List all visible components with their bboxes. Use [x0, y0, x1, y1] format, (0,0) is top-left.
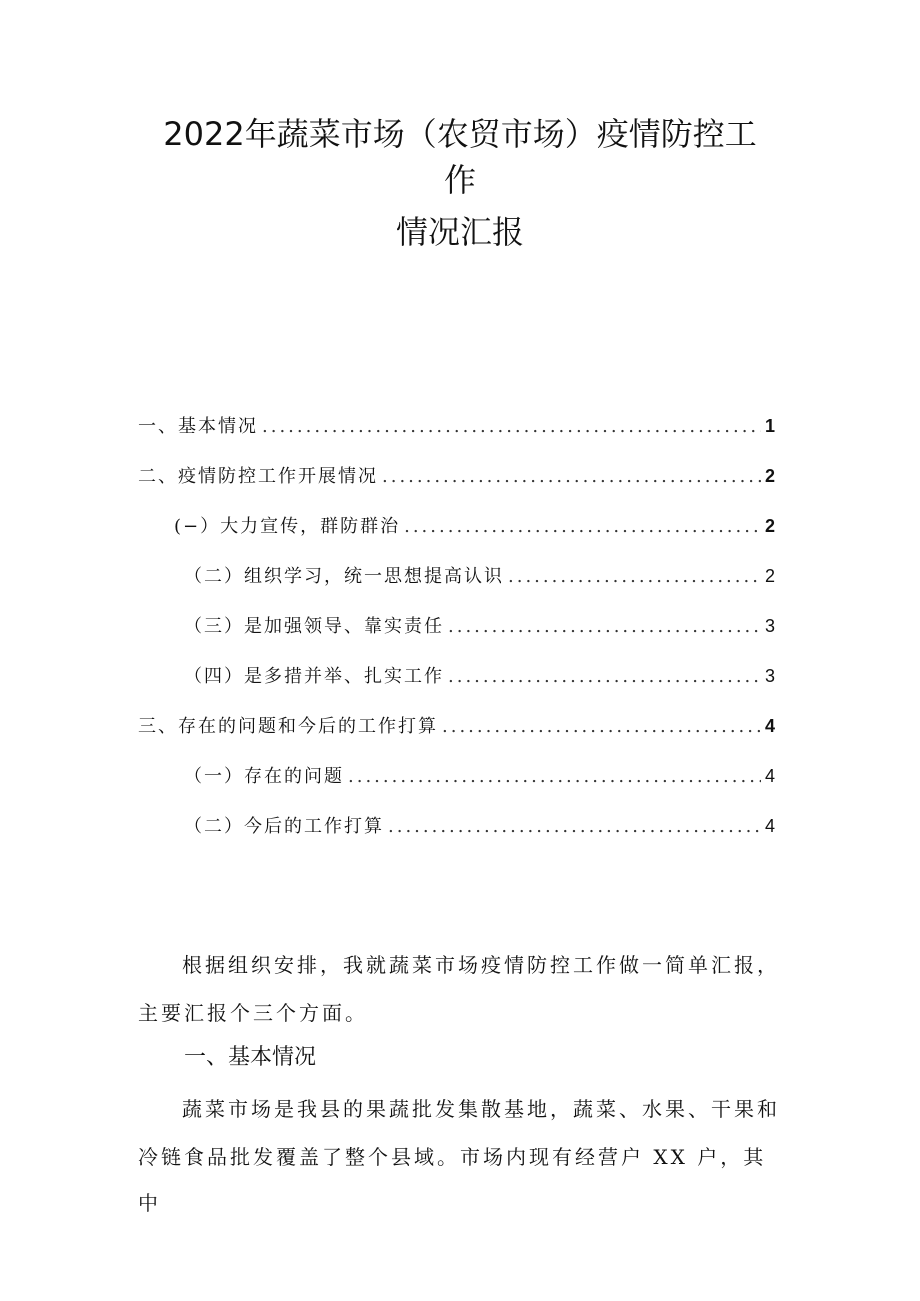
toc-entry-page: 4	[764, 716, 775, 736]
intro-line-2: 主要汇报个三个方面。	[138, 1001, 368, 1025]
toc-leader-dots	[348, 766, 761, 787]
toc-entry-page: 2	[764, 566, 775, 586]
toc-entry-label: （三）是加强领导、靠实责任	[184, 616, 444, 637]
toc-entry-label: （二）今后的工作打算	[184, 816, 384, 837]
toc-entry-page: 2	[764, 516, 775, 536]
toc-entry-page: 4	[764, 816, 775, 836]
toc-leader-dots	[404, 516, 761, 537]
toc-leader-dots	[448, 666, 761, 687]
document-title-line-3: 情况汇报	[395, 213, 524, 251]
section-1-line-1: 蔬菜市场是我县的果蔬批发集散基地，蔬菜、水果、干果和	[182, 1097, 780, 1121]
toc-entry-basic-situation[interactable]	[138, 412, 775, 442]
section-heading-basic-situation: 一、基本情况	[184, 1045, 317, 1070]
toc-entry-publicity[interactable]	[174, 512, 775, 542]
toc-entry-page: 4	[764, 766, 775, 786]
intro-line-1: 根据组织安排，我就蔬菜市场疫情防控工作做一简单汇报，	[182, 953, 780, 977]
toc-entry-study[interactable]	[184, 562, 775, 592]
toc-leader-dots	[388, 816, 761, 837]
toc-entry-measures[interactable]	[184, 662, 775, 692]
toc-entry-label: （二）组织学习，统一思想提高认识	[184, 566, 504, 587]
toc-leader-dots	[262, 416, 761, 437]
toc-entry-prevention-work[interactable]	[138, 462, 775, 492]
toc-entry-label: 二、疫情防控工作开展情况	[138, 466, 378, 487]
toc-entry-label: (−）大力宣传，群防群治	[174, 516, 401, 537]
document-title-line-1: 2022年蔬菜市场（农贸市场）疫情防控工	[163, 115, 757, 153]
toc-leader-dots	[508, 566, 761, 587]
toc-entry-label: （一）存在的问题	[184, 766, 344, 787]
toc-entry-page: 3	[764, 616, 775, 636]
toc-entry-label: 三、存在的问题和今后的工作打算	[138, 716, 438, 737]
toc-entry-page: 1	[764, 416, 775, 436]
toc-entry-label: 一、基本情况	[138, 416, 258, 437]
toc-leader-dots	[382, 466, 761, 487]
toc-leader-dots	[448, 616, 761, 637]
toc-entry-future-plans[interactable]	[184, 812, 775, 842]
toc-entry-page: 2	[764, 466, 775, 486]
toc-entry-label: （四）是多措并举、扎实工作	[184, 666, 444, 687]
toc-leader-dots	[442, 716, 761, 737]
toc-entry-problems-and-plans[interactable]	[138, 712, 775, 742]
toc-entry-existing-problems[interactable]	[184, 762, 775, 792]
toc-entry-page: 3	[764, 666, 775, 686]
section-1-line-2: 冷链食品批发覆盖了整个县域。市场内现有经营户 XX 户，其中	[138, 1145, 767, 1215]
toc-entry-leadership[interactable]	[184, 612, 775, 642]
document-title-line-2: 作	[443, 161, 476, 199]
